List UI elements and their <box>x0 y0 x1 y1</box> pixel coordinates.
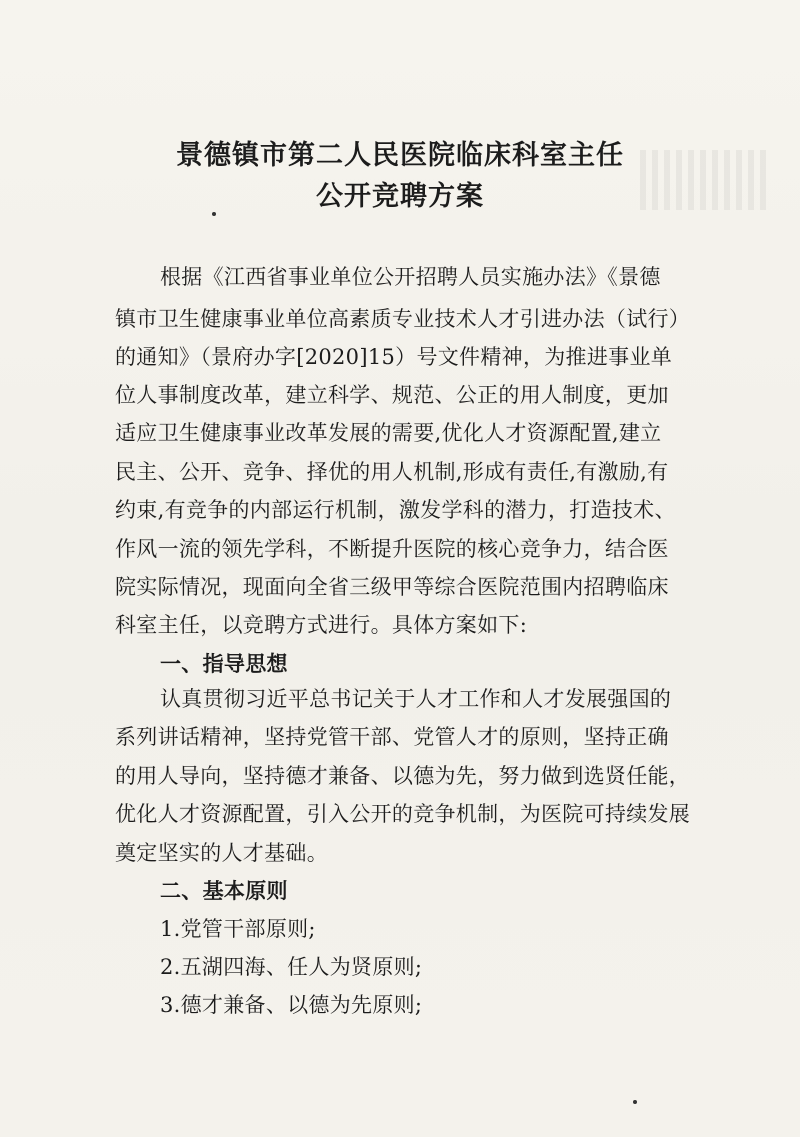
paragraph-line: 优化人才资源配置，引入公开的竞争机制，为医院可持续发展 <box>115 802 691 826</box>
document-title-line2: 公开竞聘方案 <box>316 181 484 212</box>
paragraph-line: 奠定坚实的人才基础。 <box>115 841 328 865</box>
principle-item: 1.党管干部原则; <box>160 917 316 941</box>
paragraph-line: 院实际情况，现面向全省三级甲等综合医院范围内招聘临床 <box>115 575 669 599</box>
paragraph-line: 系列讲话精神，坚持党管干部、党管人才的原则，坚持正确 <box>115 725 669 749</box>
paragraph-line: 的用人导向，坚持德才兼备、以德为先，努力做到选贤任能， <box>115 764 691 788</box>
paragraph-line: 认真贯彻习近平总书记关于人才工作和人才发展强国的 <box>160 687 672 711</box>
paragraph-line: 约束,有竞争的内部运行机制，激发学科的潜力，打造技术、 <box>115 498 676 522</box>
paragraph-line: 作风一流的领先学科，不断提升医院的核心竞争力，结合医 <box>115 537 669 561</box>
paragraph-line: 根据《江西省事业单位公开招聘人员实施办法》《景德 <box>160 265 661 289</box>
principle-item: 3.德才兼备、以德为先原则; <box>160 993 423 1017</box>
paragraph-line: 科室主任，以竞聘方式进行。具体方案如下: <box>115 613 528 637</box>
scan-speck <box>633 1100 637 1104</box>
paragraph-line: 的通知》（景府办字[2020]15）号文件精神，为推进事业单 <box>115 345 673 369</box>
section-heading-guiding-ideology: 一、指导思想 <box>160 651 288 676</box>
paragraph-line: 位人事制度改革，建立科学、规范、公正的用人制度，更加 <box>115 383 669 407</box>
paragraph-line: 民主、公开、竞争、择优的用人机制,形成有责任,有激励,有 <box>115 460 669 484</box>
principle-item: 2.五湖四海、任人为贤原则; <box>160 955 423 979</box>
paragraph-line: 适应卫生健康事业改革发展的需要,优化人才资源配置,建立 <box>115 421 662 445</box>
paragraph-line: 镇市卫生健康事业单位高素质专业技术人才引进办法（试行） <box>115 307 691 331</box>
document-title-line1: 景德镇市第二人民医院临床科室主任 <box>176 140 624 171</box>
section-heading-basic-principles: 二、基本原则 <box>160 878 288 903</box>
